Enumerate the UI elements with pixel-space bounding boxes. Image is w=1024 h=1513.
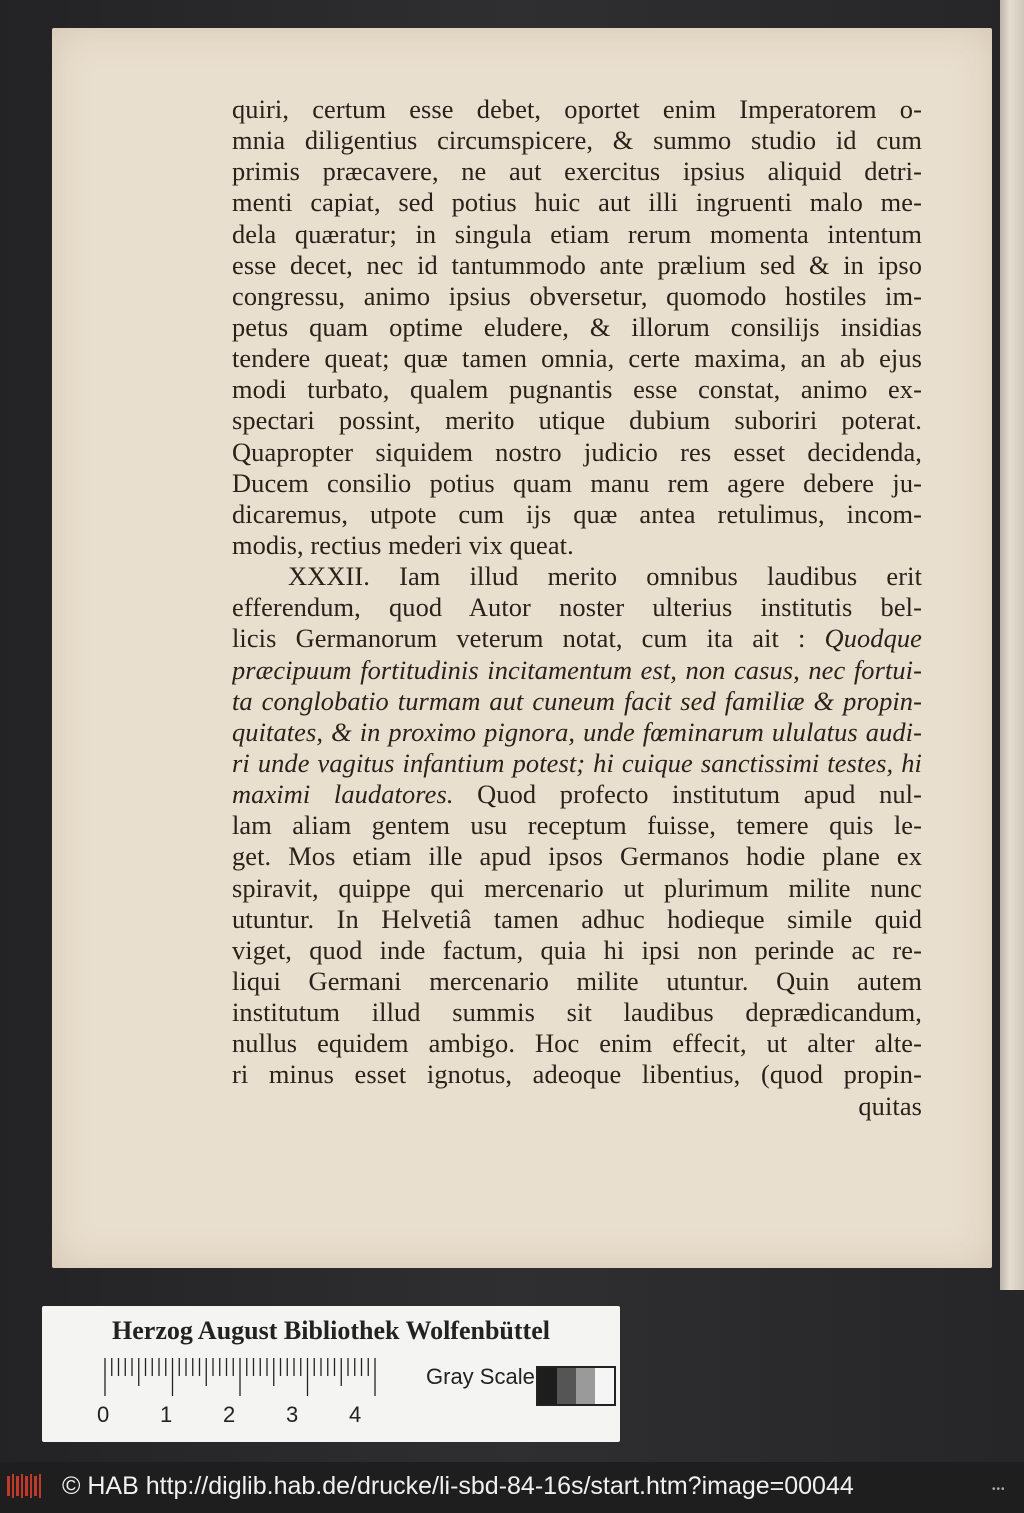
text-line	[232, 966, 922, 997]
text-line	[232, 997, 922, 1028]
text-line	[232, 935, 922, 966]
text-line: petus quam optime eludere, & illorum consilijs insidias	[232, 311, 922, 342]
italic-text: ta conglobatio turmam aut cuneum facit sed familiæ & propin-	[232, 685, 922, 716]
library-color-card	[42, 1306, 620, 1442]
text-line: Quapropter siquidem nostro judicio res esset decidenda,	[232, 436, 922, 467]
text-line: spectari possint, merito utique dubium suboriri poterat.	[232, 405, 922, 436]
ruler-number: 0	[97, 1402, 110, 1427]
roman-text: licis Germanorum veterum notat, cum ita ait :	[232, 623, 825, 654]
roman-text: Quod profecto institutum apud nul-	[453, 779, 922, 810]
ruler-number: 2	[223, 1402, 236, 1427]
roman-text: spiravit, quippe qui mercenario ut plurimum milite nunc	[232, 872, 922, 903]
footer-dots: •••	[992, 1484, 1006, 1495]
hab-logo-icon	[6, 1472, 46, 1500]
grayscale-swatch	[536, 1366, 616, 1406]
paragraph-xxxii	[232, 561, 922, 1090]
italic-text: ri unde vagitus infantium potest; hi cuique sanctissimi testes, hi	[232, 747, 922, 778]
text-line: menti capiat, sed potius huic aut illi ingruenti malo me-	[232, 187, 922, 218]
text-line: quiri, certum esse debet, oportet enim Imperatorem o-	[232, 94, 922, 124]
text-line	[232, 686, 922, 717]
text-line: tendere queat; quæ tamen omnia, certe maxima, an ab ejus	[232, 343, 922, 374]
page-text-block	[232, 94, 922, 1122]
text-line: congressu, animo ipsius obversetur, quomodo hostiles im-	[232, 280, 922, 311]
text-line	[232, 592, 922, 623]
swatch-white	[595, 1368, 614, 1404]
ruler-number: 1	[160, 1402, 173, 1427]
scale-ruler	[104, 1356, 384, 1396]
text-line: dela quæratur; in singula etiam rerum momenta intentum	[232, 218, 922, 249]
swatch-black	[538, 1368, 557, 1404]
text-line	[232, 1059, 922, 1090]
italic-text: præcipuum fortitudinis incitamentum est, non casus, nec fortui-	[232, 654, 922, 685]
text-line	[232, 561, 922, 592]
roman-text: viget, quod inde factum, quia hi ipsi non perinde ac re-	[232, 934, 922, 965]
text-line: modi turbato, qualem pugnantis esse constat, animo ex-	[232, 374, 922, 405]
text-line	[232, 873, 922, 904]
footer-citation-url[interactable]: © HAB http://diglib.hab.de/drucke/li-sbd-84-16s/start.htm?image=00044	[62, 1472, 854, 1500]
roman-text: liqui Germani mercenario milite utuntur. Quin autem	[232, 965, 922, 996]
text-line	[232, 1028, 922, 1059]
roman-text: XXXII. Iam illud merito omnibus laudibus erit	[288, 561, 922, 592]
swatch-dark-gray	[557, 1368, 576, 1404]
text-line: primis præcavere, ne aut exercitus ipsius aliquid detri-	[232, 156, 922, 187]
ruler-number: 4	[349, 1402, 362, 1427]
roman-text: nullus equidem ambigo. Hoc enim effecit, ut alter alte-	[232, 1028, 922, 1059]
text-line: esse decet, nec id tantummodo ante prælium sed & in ipso	[232, 249, 922, 280]
roman-text: efferendum, quod Autor noster ulterius institutis bel-	[232, 592, 922, 623]
italic-text: maximi laudatores.	[232, 779, 454, 810]
library-name: Herzog August Bibliothek Wolfenbüttel	[112, 1316, 550, 1345]
grayscale-label: Gray Scale	[426, 1364, 535, 1389]
catchword: quitas	[858, 1090, 922, 1121]
italic-text: Quodque	[824, 623, 922, 654]
roman-text: get. Mos etiam ille apud ipsos Germanos hodie plane ex	[232, 841, 922, 872]
italic-text: quitates, & in proximo pignora, unde fœminarum ululatus audi-	[232, 716, 922, 747]
text-line: Ducem consilio potius quam manu rem agere debere ju-	[232, 467, 922, 498]
text-line	[232, 841, 922, 872]
roman-text: utuntur. In Helvetiâ tamen adhuc hodieque simile quid	[232, 903, 922, 934]
text-line	[232, 904, 922, 935]
roman-text: lam aliam gentem usu receptum fuisse, temere quis le-	[232, 810, 922, 841]
text-line: modis, rectius mederi vix queat.	[232, 529, 574, 560]
roman-text: ri minus esset ignotus, adeoque libentius, (quod propin-	[232, 1059, 922, 1090]
footer-bar	[0, 1462, 1024, 1513]
text-line	[232, 623, 922, 654]
text-line	[232, 655, 922, 686]
text-line: mnia diligentius circumspicere, & summo studio id cum	[232, 125, 922, 156]
text-line	[232, 779, 922, 810]
ruler-numbers	[97, 1402, 427, 1432]
text-line	[232, 717, 922, 748]
next-page-edge	[1000, 0, 1024, 1290]
text-line	[232, 810, 922, 841]
text-line: dicaremus, utpote cum ijs quæ antea retulimus, incom-	[232, 498, 922, 529]
swatch-light-gray	[576, 1368, 595, 1404]
roman-text: institutum illud summis sit laudibus deprædicandum,	[232, 997, 922, 1028]
text-line	[232, 748, 922, 779]
ruler-number: 3	[286, 1402, 299, 1427]
